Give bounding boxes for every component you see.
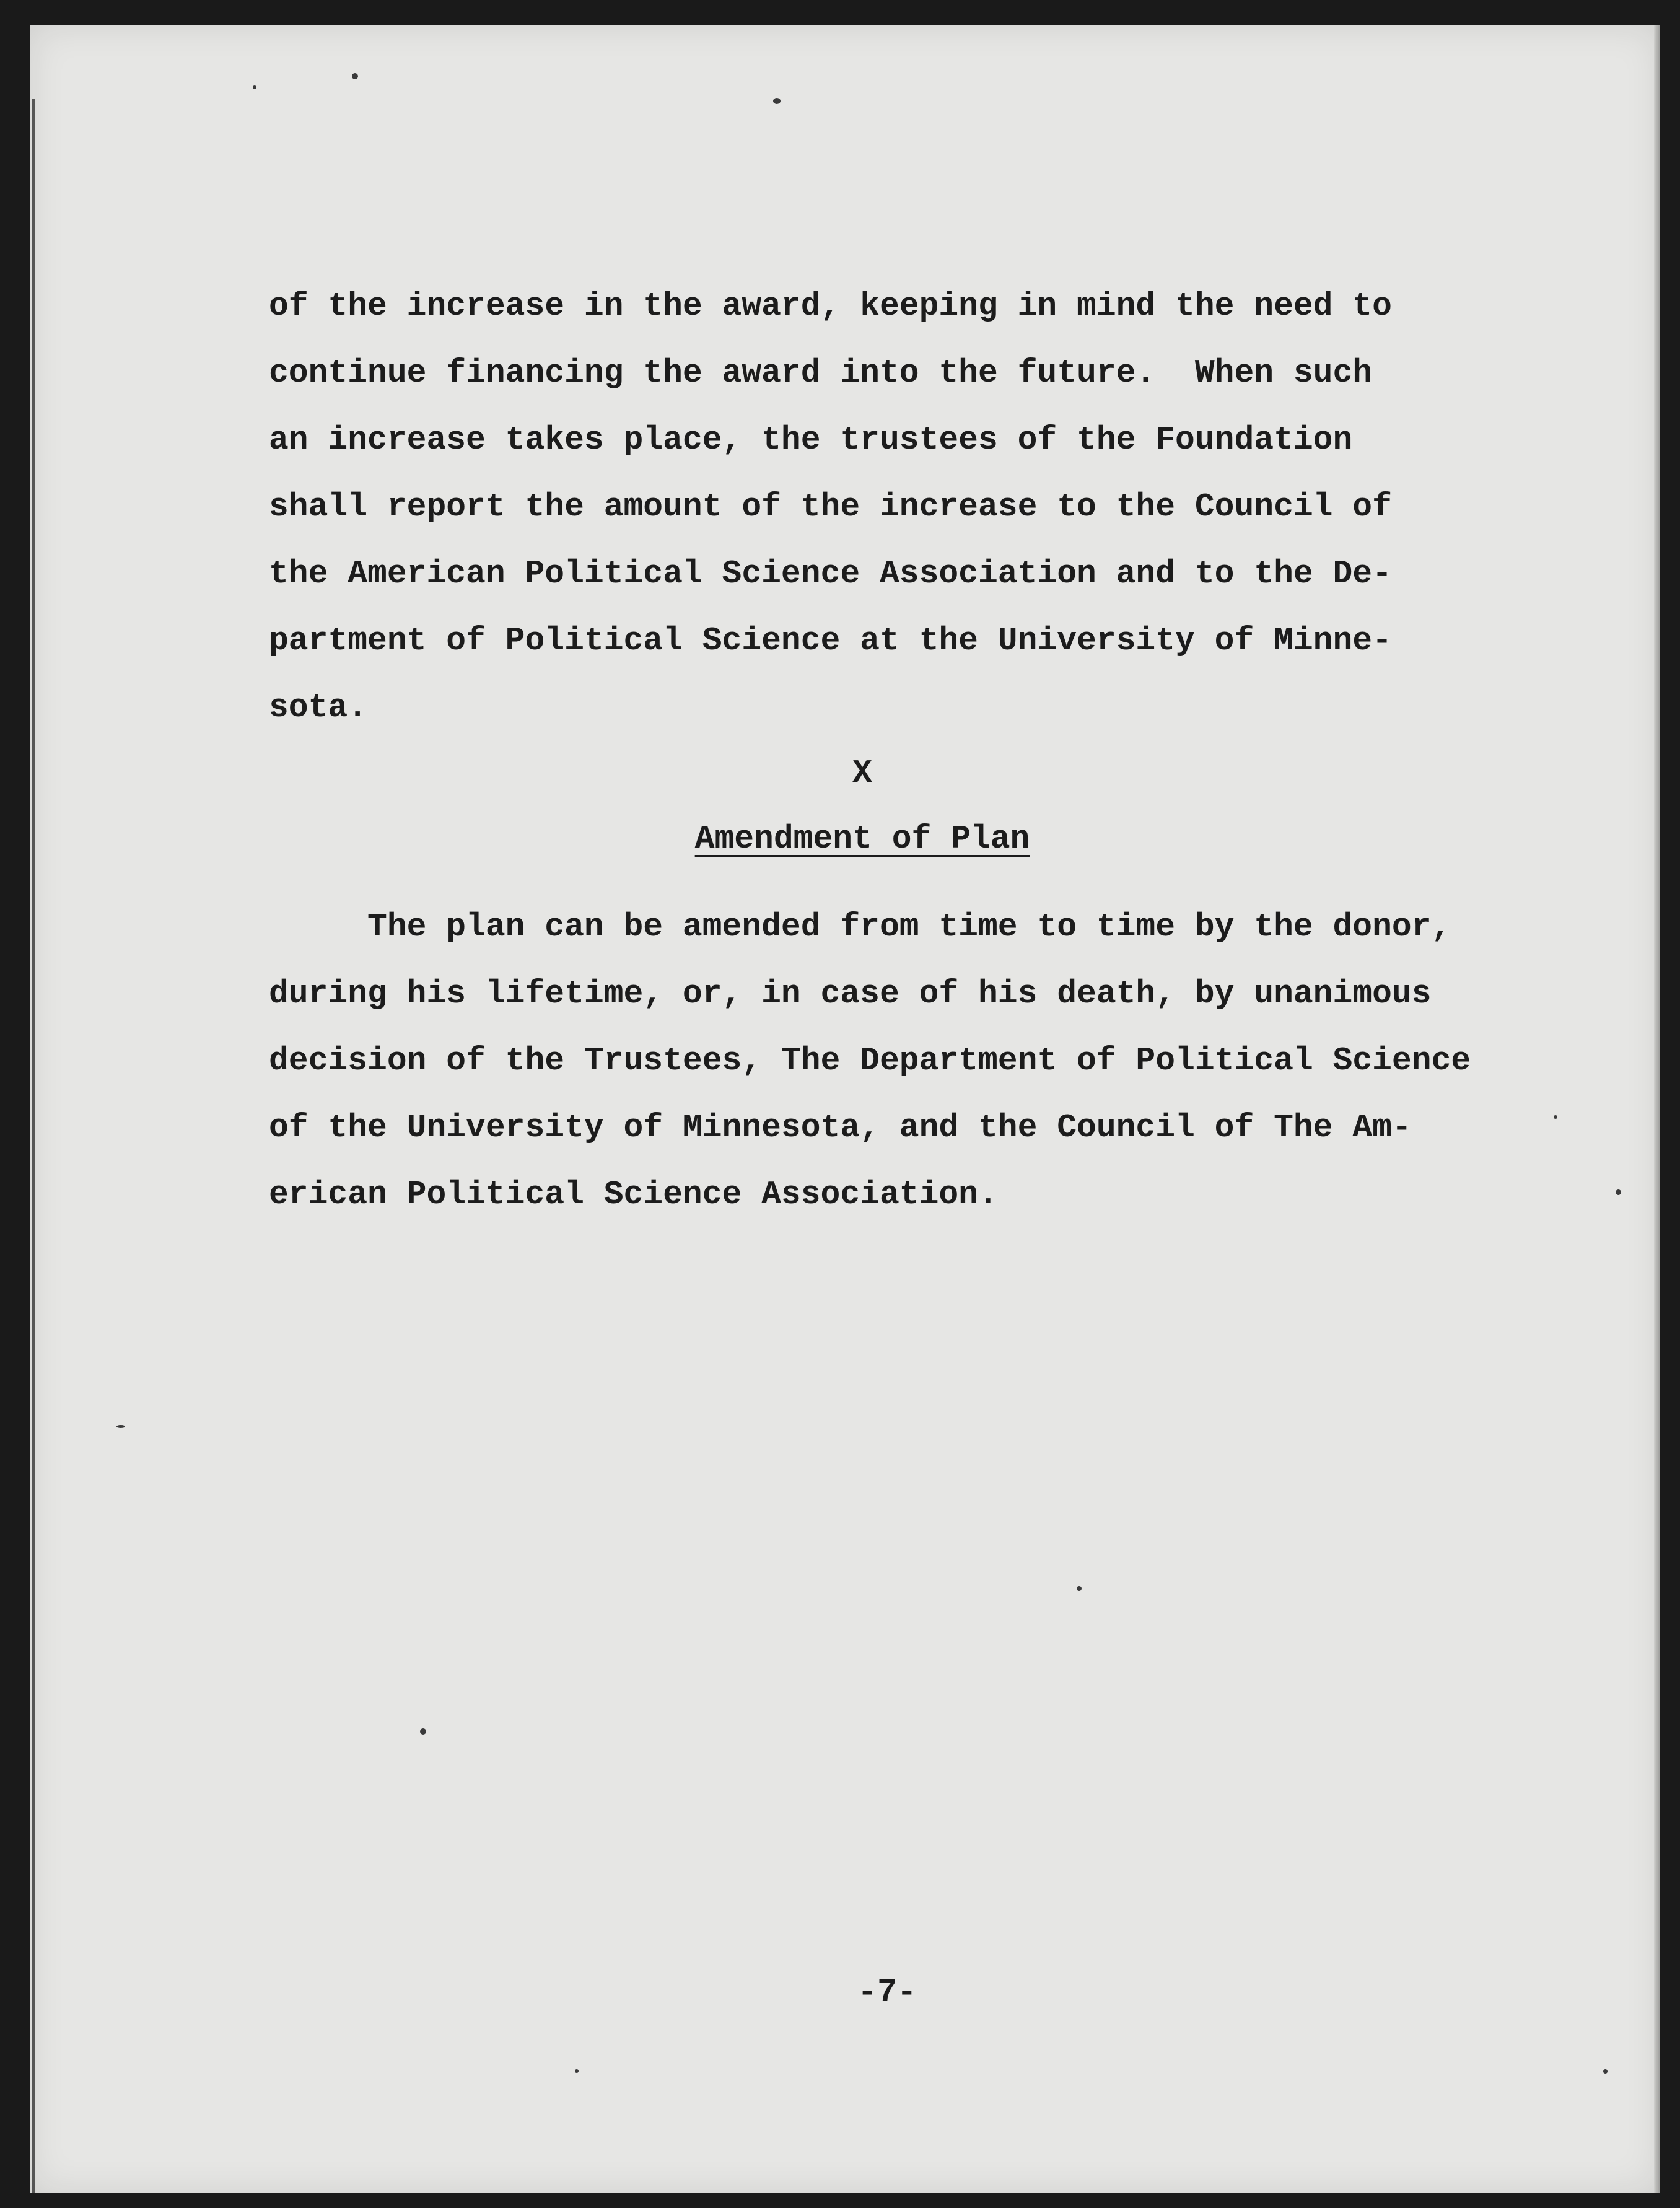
scan-speck (352, 73, 358, 79)
section-numeral: X (852, 755, 872, 792)
paragraph-line: of the University of Minnesota, and the Council of The Am- (269, 1109, 1412, 1146)
section-title: Amendment of Plan (694, 820, 1030, 857)
page-right-edge-shadow (1654, 25, 1660, 2193)
paragraph-line: erican Political Science Association. (269, 1176, 998, 1213)
paragraph-line: of the increase in the award, keeping in mind the need to (269, 287, 1392, 325)
scan-speck (116, 1425, 125, 1428)
paragraph-line: an increase takes place, the trustees of the Foundation (269, 421, 1353, 458)
paragraph-line: continue financing the award into the future. When such (269, 354, 1373, 392)
scan-speck (1077, 1586, 1082, 1591)
paragraph-line: partment of Political Science at the University of Minne- (269, 622, 1392, 659)
page-left-edge-shadow (32, 99, 35, 2193)
document-page (30, 25, 1660, 2193)
paragraph-line: sota. (269, 689, 368, 726)
paragraph-line: shall report the amount of the increase to the Council of (269, 488, 1392, 525)
scan-speck (773, 98, 781, 104)
scan-speck (1554, 1115, 1557, 1119)
paragraph-line: during his lifetime, or, in case of his death, by unanimous (269, 975, 1432, 1012)
paragraph-line: decision of the Trustees, The Department of Political Science (269, 1042, 1471, 1079)
scan-speck (575, 2069, 579, 2073)
scan-speck (1603, 2069, 1608, 2074)
scan-speck (1616, 1189, 1621, 1195)
scan-speck (253, 85, 256, 89)
page-number: -7- (857, 1974, 917, 2011)
paragraph-line: the American Political Science Association and to the De- (269, 555, 1392, 592)
scan-speck (420, 1728, 426, 1735)
paragraph-line: The plan can be amended from time to time by the donor, (269, 908, 1451, 945)
